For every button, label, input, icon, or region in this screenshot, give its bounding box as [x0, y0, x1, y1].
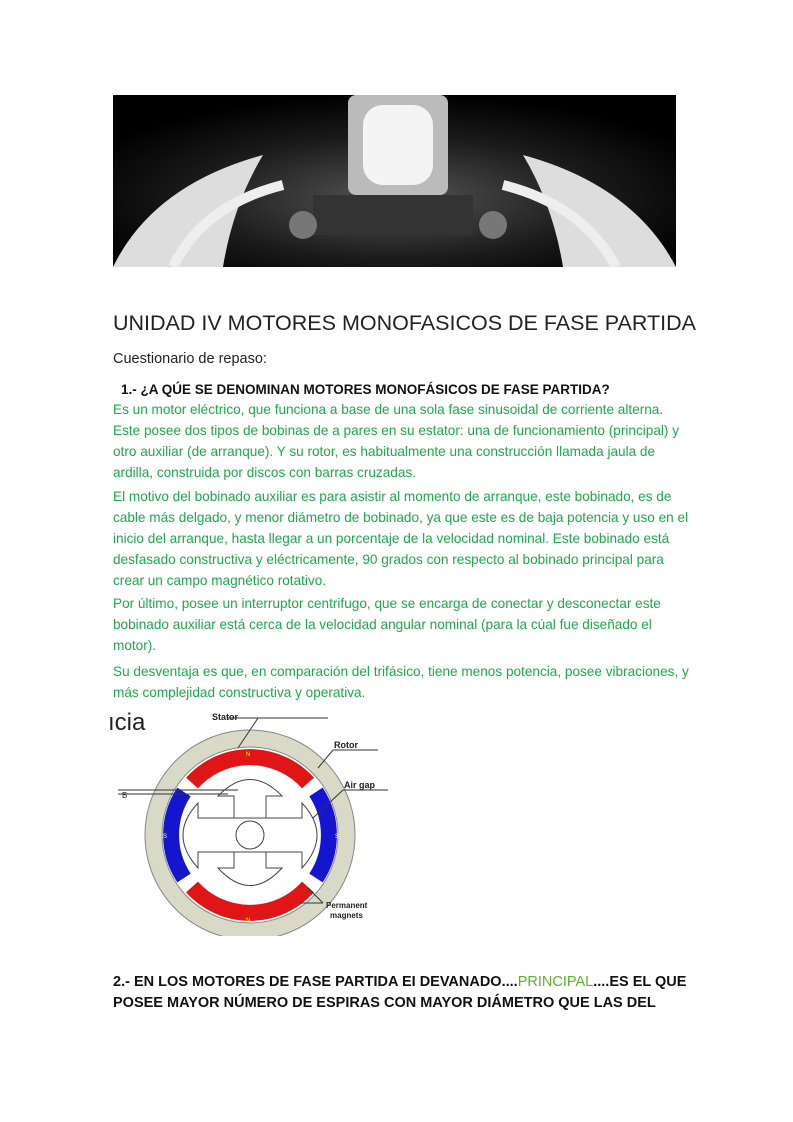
text-line: El motivo del bobinado auxiliar es para asistir al momento de arranque, este bobinado, es de	[113, 489, 672, 504]
question-1: 1.- ¿A QÚE SE DENOMINAN MOTORES MONOFÁSICOS DE FASE PARTIDA?	[121, 382, 610, 397]
svg-text:magnets: magnets	[330, 911, 363, 920]
text-line: Es un motor eléctrico, que funciona a base de una sola fase sinusoidal de corriente alterna.	[113, 402, 664, 417]
question-2-answer: PRINCIPAL	[517, 974, 594, 990]
page-title: UNIDAD IV MOTORES MONOFASICOS DE FASE PARTIDA	[113, 311, 696, 335]
motor-photo	[113, 95, 676, 267]
answer-paragraph	[113, 486, 688, 591]
svg-text:Stator: Stator	[212, 712, 239, 722]
text-line: Su desventaja es que, en comparación del trifásico, tiene menos potencia, posee vibraciones, y	[113, 664, 689, 679]
text-line: otro auxiliar (de arranque). Y su rotor, es habitualmente una construcción llamada jaula de	[113, 444, 656, 459]
question-2-text: ....ES EL QUE	[593, 974, 687, 990]
text-line: motor).	[113, 638, 157, 653]
text-line: crear un campo magnético rotativo.	[113, 573, 327, 588]
text-line: inicio del arranque, hasta llegar a un porcentaje de la velocidad nominal. Este bobinado está	[113, 531, 670, 546]
svg-text:Air gap: Air gap	[344, 780, 376, 790]
svg-text:N: N	[246, 918, 251, 924]
text-line: más complejidad constructiva y operativa.	[113, 685, 366, 700]
svg-text:Rotor: Rotor	[334, 740, 358, 750]
text-line: cable más delgado, y menor diámetro de bobinado, ya que este es de baja potencia y uso en el	[113, 510, 689, 525]
motor-diagram	[108, 708, 398, 936]
svg-text:N: N	[246, 752, 251, 758]
text-line: Por último, posee un interruptor centrifugo, que se encarga de conectar y desconectar este	[113, 596, 661, 611]
subtitle: Cuestionario de repaso:	[113, 351, 267, 367]
question-2-text: POSEE MAYOR NÚMERO DE ESPIRAS CON MAYOR DIÁMETRO QUE LAS DEL	[113, 995, 656, 1011]
question-2	[113, 972, 686, 1014]
svg-text:S: S	[335, 834, 340, 840]
answer-paragraph	[113, 593, 661, 656]
text-line: Este posee dos tipos de bobinas de a pares en su estator: una de funcionamiento (principal) y	[113, 423, 680, 438]
text-line: ardilla, construida por discos con barras cruzadas.	[113, 465, 416, 480]
diagram-corner-text: ıcia	[108, 709, 146, 736]
svg-text:B: B	[122, 791, 128, 800]
answer-paragraph	[113, 399, 679, 483]
text-line: bobinado auxiliar está cerca de la velocidad angular nominal (para la cúal fue diseñado el	[113, 617, 652, 632]
text-line: desfasado constructiva y eléctricamente, 90 grados con respecto al bobinado principal para	[113, 552, 664, 567]
svg-text:S: S	[163, 834, 168, 840]
answer-paragraph	[113, 661, 689, 703]
question-2-text: 2.- EN LOS MOTORES DE FASE PARTIDA EI DEVANADO....	[113, 974, 518, 990]
svg-text:Permanent: Permanent	[326, 901, 368, 910]
